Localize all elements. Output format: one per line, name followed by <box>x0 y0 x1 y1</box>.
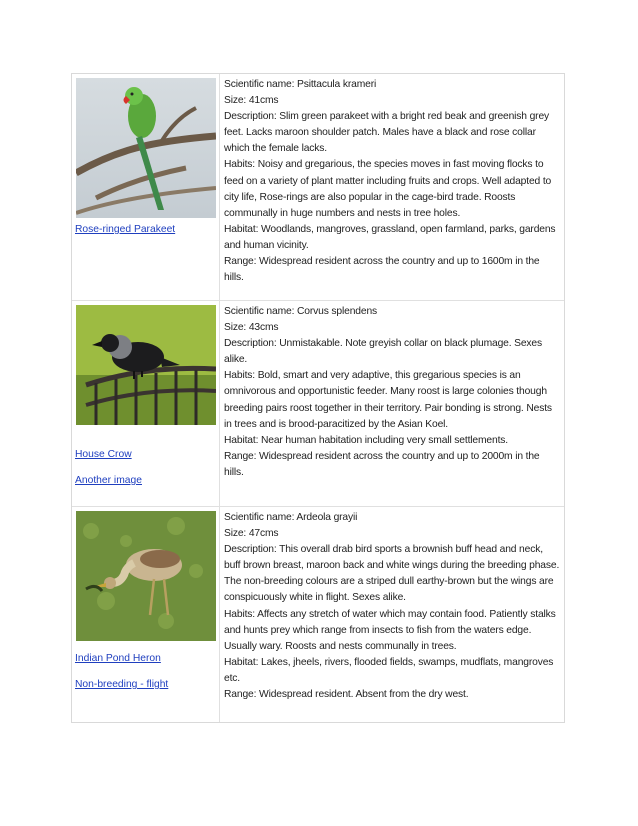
heron-links <box>75 651 168 693</box>
size: Size: 41cms <box>224 95 279 107</box>
range: Range: Widespread resident across the country and up to 1600m in the hills. <box>224 256 540 284</box>
habits: Habits: Noisy and gregarious, the species moves in fast moving flocks to feed on a variety of plant matter including fruits and crops. Well adapted to city life, Rose-rings are also popular in the cage-bird trade. Roosts communally in huge numbers and nests in tree holes. <box>224 159 552 219</box>
link-non-breeding-flight[interactable]: Non-breeding - flight <box>75 679 169 690</box>
scientific-name: Scientific name: Psittacula krameri <box>224 79 377 90</box>
habits: Habits: Bold, smart and very adaptive, this gregarious species is an omnivorous and opportunistic feeder. Many roost is large colonies though breeding pairs roost together in their territory. Pair bonding is strong. Nests in trees and is brood-paracitized by the Asian Koel. <box>224 370 552 430</box>
size: Size: 47cms <box>224 528 279 540</box>
description-cell <box>220 301 564 506</box>
habitat: Habitat: Lakes, jheels, rivers, flooded fields, swamps, mudflats, mangroves etc. <box>224 656 554 684</box>
link-rose-ringed-parakeet[interactable]: Rose-ringed Parakeet <box>75 224 176 235</box>
crow-photo[interactable] <box>76 305 216 425</box>
crow-links <box>75 447 142 489</box>
scientific-name: Scientific name: Ardeola grayii <box>224 512 358 523</box>
parakeet-links <box>75 222 175 238</box>
scientific-name: Scientific name: Corvus splendens <box>224 306 378 317</box>
table-row <box>72 301 564 507</box>
habitat: Habitat: Near human habitation including very small settlements. <box>224 434 509 446</box>
habitat: Habitat: Woodlands, mangroves, grassland, open farmland, parks, gardens and human vicinity. <box>224 223 556 251</box>
link-house-crow[interactable]: House Crow <box>75 449 132 460</box>
parakeet-photo[interactable] <box>76 78 216 218</box>
bird-table <box>71 73 565 723</box>
description-cell <box>220 74 564 300</box>
size: Size: 43cms <box>224 322 279 334</box>
link-indian-pond-heron[interactable]: Indian Pond Heron <box>75 653 161 664</box>
image-cell <box>72 74 220 300</box>
habits: Habits: Affects any stretch of water which may contain food. Patiently stalks and hunts prey which range from insects to fish from the waters edge. Usually wary. Roosts and nests communally in trees. <box>224 608 556 652</box>
description-cell <box>220 507 564 722</box>
description: Description: This overall drab bird sports a brownish buff head and neck, buff brown breast, maroon back and white wings during the breeding phase. The non-breeding colours are a striped dull earthy-brown but the wings are conspicuously white in flight. Sexes alike. <box>224 544 560 604</box>
description: Description: Unmistakable. Note greyish collar on black plumage. Sexes alike. <box>224 338 543 366</box>
link-another-image[interactable]: Another image <box>75 475 142 486</box>
range: Range: Widespread resident across the country and up to 2000m in the hills. <box>224 450 540 478</box>
table-row <box>72 74 564 301</box>
heron-photo[interactable] <box>76 511 216 641</box>
range: Range: Widespread resident. Absent from the dry west. <box>224 689 469 701</box>
description: Description: Slim green parakeet with a bright red beak and greenish grey feet. Lacks maroon shoulder patch. Males have a black and rose collar which the female lacks. <box>224 111 550 155</box>
